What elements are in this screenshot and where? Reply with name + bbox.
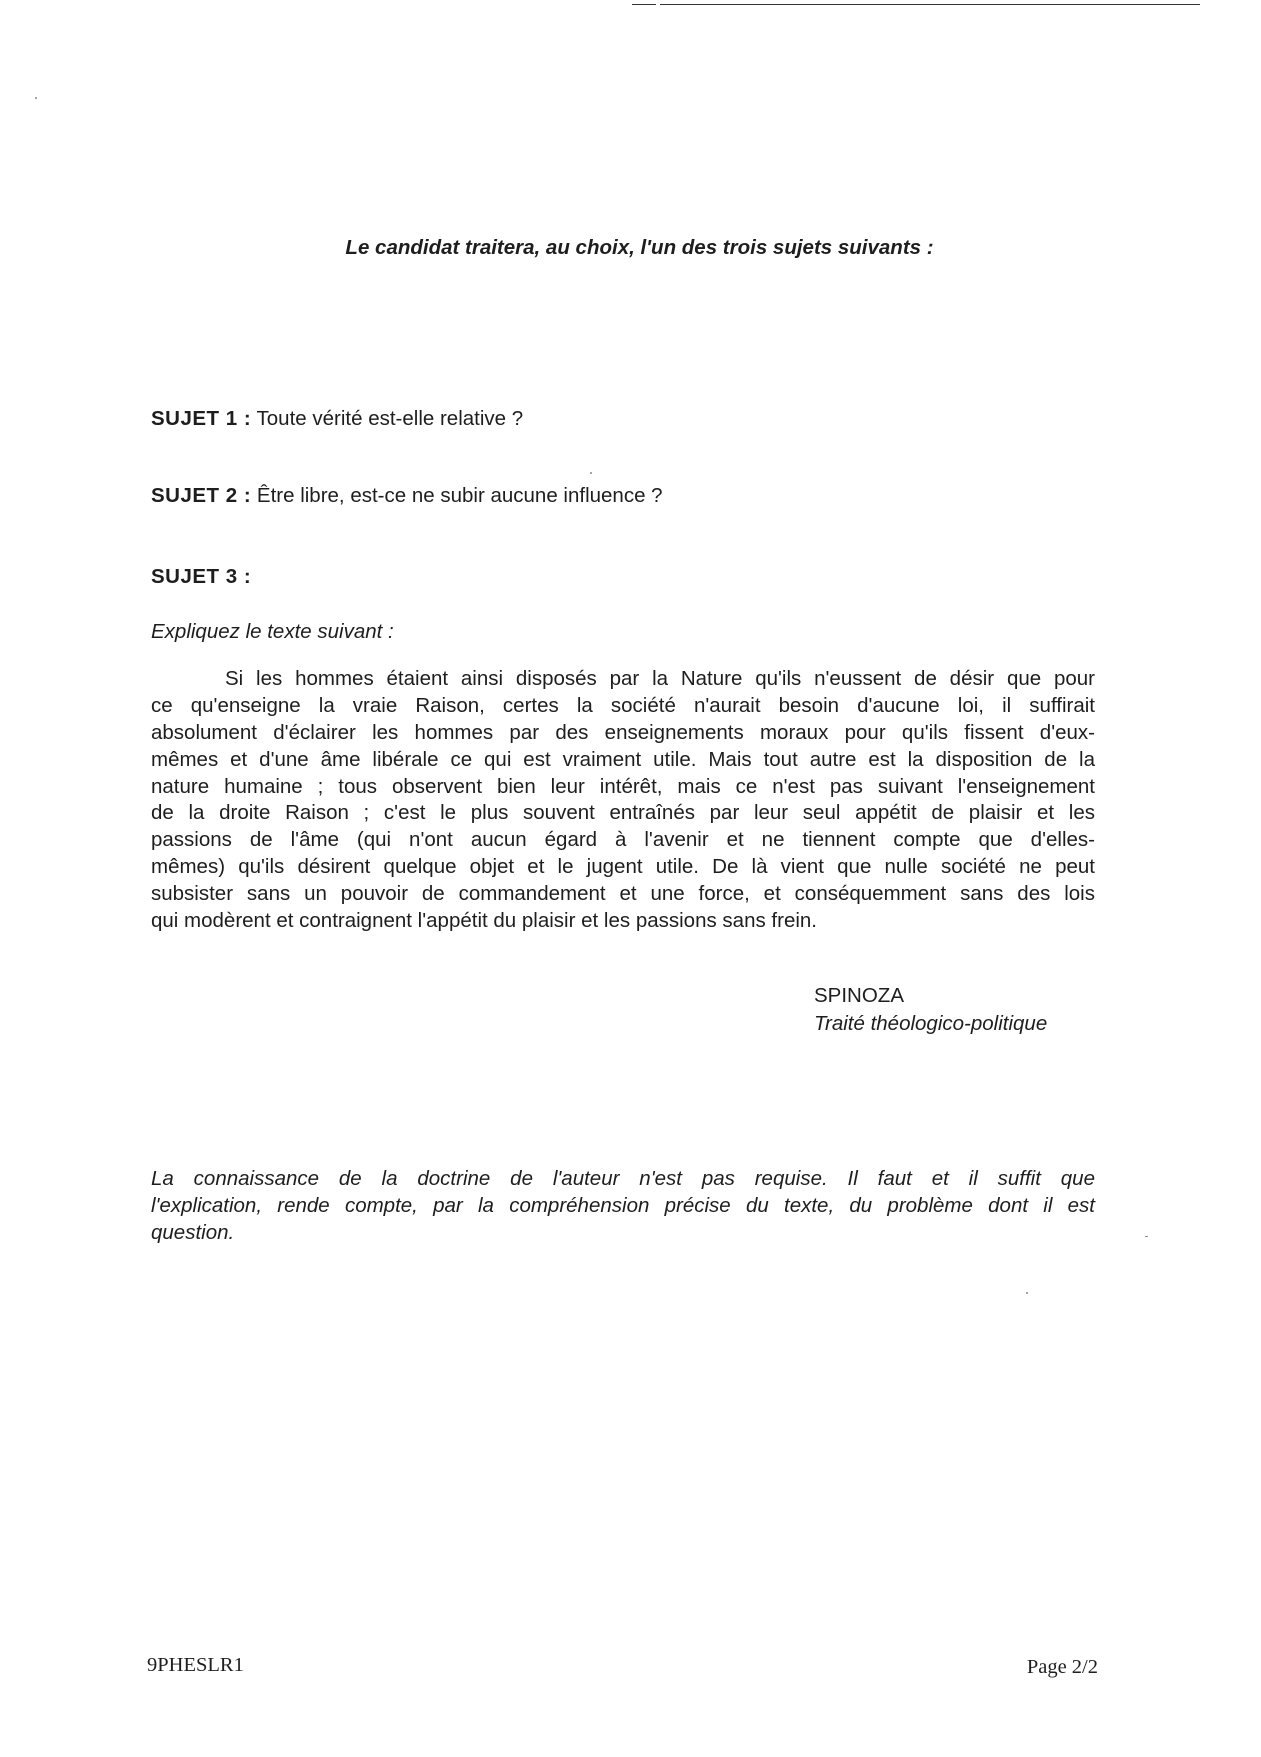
sujet-1-question: Toute vérité est-elle relative ? [256, 407, 524, 430]
author-name: SPINOZA [814, 984, 904, 1007]
passage-line: subsister sans un pouvoir de commandement et une force, et conséquemment sans des lois [151, 882, 1095, 906]
footer-page-number: Page 2/2 [1026, 1656, 1098, 1678]
passage-line: ce qu'enseigne la vraie Raison, certes la société n'aurait besoin d'aucune loi, il suffirait [151, 693, 1095, 717]
sujet-2-label: SUJET 2 : [151, 484, 252, 507]
passage-line: absolument d'éclairer les hommes par des enseignements moraux pour qu'ils fissent d'eux- [151, 720, 1095, 744]
passage-line: nature humaine ; tous observent bien leur intérêt, mais ce n'est pas suivant l'enseignement [151, 774, 1095, 798]
scan-speck [590, 472, 592, 474]
passage-line: passions de l'âme (qui n'ont aucun égard à l'avenir et ne tiennent compte que d'elles- [151, 828, 1095, 852]
scan-speck [1026, 1292, 1028, 1294]
passage-line: mêmes) qu'ils désirent quelque objet et le jugent utile. De là vient que nulle société ne peut [151, 855, 1095, 879]
sujet-3-label: SUJET 3 : [151, 565, 252, 588]
scan-speck [1145, 1236, 1148, 1237]
footer-code: 9PHESLR1 [147, 1654, 244, 1676]
note-line: l'explication, rende compte, par la compréhension précise du texte, du problème dont il est [151, 1193, 1095, 1217]
sujet-1-label: SUJET 1 : [151, 407, 252, 430]
sujet-3 [151, 565, 251, 589]
passage-line: qui modèrent et contraignent l'appétit du plaisir et les passions sans frein. [151, 909, 817, 933]
scan-edge-line-short [632, 4, 656, 5]
scan-speck [35, 97, 37, 99]
passage-line: Si les hommes étaient ainsi disposés par la Nature qu'ils n'eussent de désir que pour [225, 667, 1095, 690]
note-line: La connaissance de la doctrine de l'auteur n'est pas requise. Il faut et il suffit que [151, 1167, 1095, 1190]
scan-edge-line [660, 4, 1200, 5]
citation [814, 982, 1047, 1038]
passage-line: de la droite Raison ; c'est le plus souvent entraînés par leur seul appétit de plaisir et les [151, 801, 1095, 825]
work-title: Traité théologico-politique [814, 1012, 1048, 1035]
sujet-2 [151, 484, 663, 508]
note-line: question. [151, 1220, 235, 1244]
spinoza-passage [151, 666, 1095, 935]
sujet-2-question: Être libre, est-ce ne subir aucune influence ? [256, 484, 663, 507]
sujet-1 [151, 407, 523, 431]
explain-heading: Expliquez le texte suivant : [151, 620, 394, 643]
evaluation-note [151, 1166, 1095, 1247]
instruction-heading: Le candidat traitera, au choix, l'un des trois sujets suivants : [345, 236, 934, 259]
passage-line: mêmes et d'une âme libérale ce qui est vraiment utile. Mais tout autre est la disposition de la [151, 747, 1095, 771]
